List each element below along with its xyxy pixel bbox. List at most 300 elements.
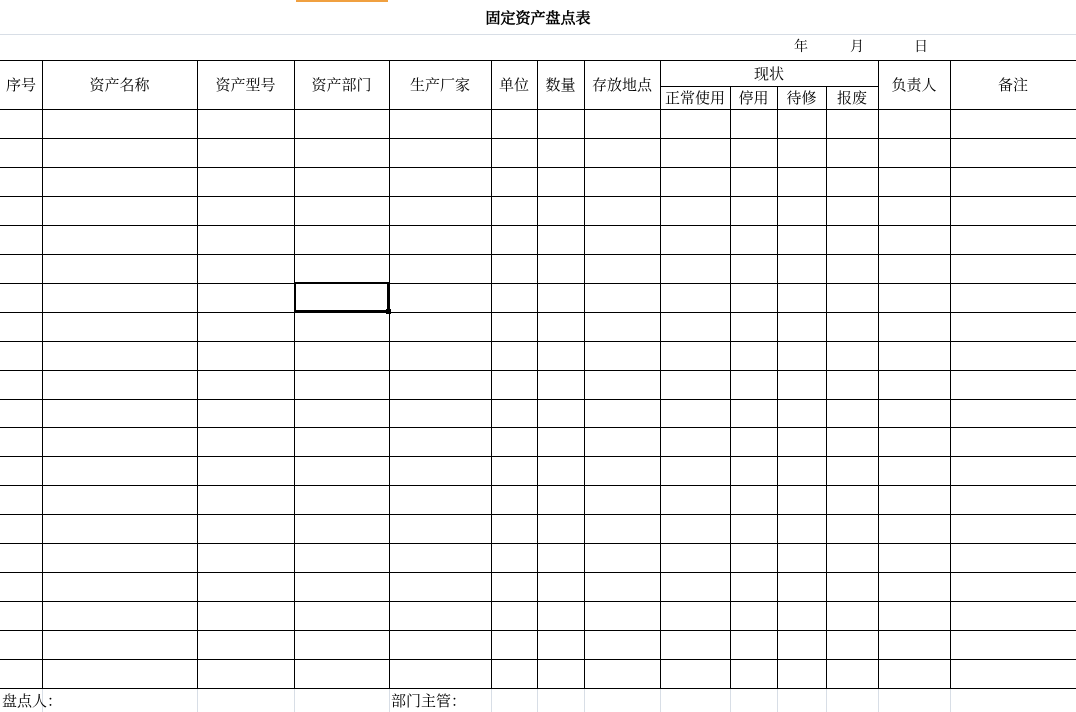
- table-cell-status-repair[interactable]: [777, 659, 826, 688]
- table-cell-asset-name[interactable]: [42, 341, 197, 370]
- table-cell-remarks[interactable]: [950, 601, 1076, 630]
- table-cell-quantity[interactable]: [537, 196, 584, 225]
- table-cell-owner[interactable]: [878, 370, 950, 399]
- table-cell-status-repair[interactable]: [777, 630, 826, 659]
- table-cell-storage-location[interactable]: [584, 312, 660, 341]
- table-cell-remarks[interactable]: [950, 543, 1076, 572]
- table-cell-unit[interactable]: [491, 196, 537, 225]
- table-cell-status-normal[interactable]: [660, 167, 730, 196]
- table-cell-manufacturer[interactable]: [389, 399, 491, 428]
- table-cell-seq[interactable]: [0, 254, 42, 283]
- table-cell-storage-location[interactable]: [584, 659, 660, 688]
- table-cell-asset-department[interactable]: [294, 254, 389, 283]
- table-cell-storage-location[interactable]: [584, 572, 660, 601]
- table-cell-asset-department[interactable]: [294, 341, 389, 370]
- table-cell-asset-model[interactable]: [197, 138, 294, 167]
- table-cell-quantity[interactable]: [537, 254, 584, 283]
- table-cell-asset-model[interactable]: [197, 514, 294, 543]
- table-cell-quantity[interactable]: [537, 370, 584, 399]
- header-remarks[interactable]: 备注: [997, 75, 1028, 94]
- table-cell-remarks[interactable]: [950, 399, 1076, 428]
- table-cell-storage-location[interactable]: [584, 167, 660, 196]
- table-cell-asset-model[interactable]: [197, 109, 294, 138]
- table-cell-quantity[interactable]: [537, 514, 584, 543]
- header-owner[interactable]: 负责人: [891, 75, 937, 94]
- header-seq[interactable]: 序号: [5, 75, 36, 94]
- table-cell-unit[interactable]: [491, 370, 537, 399]
- table-cell-asset-model[interactable]: [197, 312, 294, 341]
- table-cell-status-stopped[interactable]: [730, 572, 777, 601]
- date-month-label[interactable]: 月: [850, 39, 864, 55]
- table-cell-storage-location[interactable]: [584, 427, 660, 456]
- table-cell-seq[interactable]: [0, 543, 42, 572]
- table-cell-seq[interactable]: [0, 283, 42, 312]
- table-cell-storage-location[interactable]: [584, 485, 660, 514]
- table-cell-unit[interactable]: [491, 572, 537, 601]
- table-cell-seq[interactable]: [0, 312, 42, 341]
- header-unit[interactable]: 单位: [498, 75, 529, 94]
- table-cell-manufacturer[interactable]: [389, 312, 491, 341]
- table-cell-asset-department[interactable]: [294, 456, 389, 485]
- table-cell-remarks[interactable]: [950, 514, 1076, 543]
- table-cell-asset-name[interactable]: [42, 630, 197, 659]
- table-cell-status-repair[interactable]: [777, 196, 826, 225]
- table-cell-quantity[interactable]: [537, 543, 584, 572]
- table-cell-owner[interactable]: [878, 341, 950, 370]
- table-cell-manufacturer[interactable]: [389, 601, 491, 630]
- table-cell-asset-name[interactable]: [42, 312, 197, 341]
- table-cell-status-scrapped[interactable]: [826, 254, 878, 283]
- table-cell-asset-name[interactable]: [42, 659, 197, 688]
- table-cell-status-scrapped[interactable]: [826, 399, 878, 428]
- table-cell-asset-department[interactable]: [294, 196, 389, 225]
- table-cell-status-normal[interactable]: [660, 254, 730, 283]
- table-cell-unit[interactable]: [491, 283, 537, 312]
- table-cell-remarks[interactable]: [950, 254, 1076, 283]
- header-status-repair[interactable]: 待修: [786, 89, 817, 107]
- table-cell-asset-model[interactable]: [197, 572, 294, 601]
- table-cell-asset-name[interactable]: [42, 399, 197, 428]
- table-cell-manufacturer[interactable]: [389, 196, 491, 225]
- table-cell-status-scrapped[interactable]: [826, 456, 878, 485]
- table-cell-status-stopped[interactable]: [730, 167, 777, 196]
- table-cell-owner[interactable]: [878, 225, 950, 254]
- table-cell-storage-location[interactable]: [584, 514, 660, 543]
- table-cell-asset-name[interactable]: [42, 543, 197, 572]
- table-cell-remarks[interactable]: [950, 341, 1076, 370]
- table-cell-unit[interactable]: [491, 427, 537, 456]
- table-cell-status-scrapped[interactable]: [826, 167, 878, 196]
- table-cell-asset-department[interactable]: [294, 572, 389, 601]
- table-cell-storage-location[interactable]: [584, 196, 660, 225]
- table-cell-owner[interactable]: [878, 283, 950, 312]
- header-status-group[interactable]: 现状: [753, 64, 784, 83]
- table-cell-owner[interactable]: [878, 109, 950, 138]
- table-cell-remarks[interactable]: [950, 196, 1076, 225]
- header-asset-department[interactable]: 资产部门: [311, 75, 372, 94]
- table-cell-remarks[interactable]: [950, 312, 1076, 341]
- table-cell-manufacturer[interactable]: [389, 456, 491, 485]
- table-cell-asset-department[interactable]: [294, 370, 389, 399]
- table-cell-status-repair[interactable]: [777, 283, 826, 312]
- table-cell-seq[interactable]: [0, 456, 42, 485]
- table-cell-quantity[interactable]: [537, 399, 584, 428]
- header-asset-name[interactable]: 资产名称: [89, 75, 150, 94]
- table-cell-status-stopped[interactable]: [730, 370, 777, 399]
- table-cell-quantity[interactable]: [537, 167, 584, 196]
- table-cell-status-repair[interactable]: [777, 456, 826, 485]
- table-cell-manufacturer[interactable]: [389, 659, 491, 688]
- table-cell-asset-model[interactable]: [197, 427, 294, 456]
- table-cell-unit[interactable]: [491, 167, 537, 196]
- table-cell-asset-name[interactable]: [42, 254, 197, 283]
- table-cell-asset-name[interactable]: [42, 109, 197, 138]
- table-cell-unit[interactable]: [491, 514, 537, 543]
- table-cell-quantity[interactable]: [537, 138, 584, 167]
- sheet-title[interactable]: 固定资产盘点表: [485, 9, 591, 27]
- table-cell-storage-location[interactable]: [584, 138, 660, 167]
- table-cell-status-stopped[interactable]: [730, 341, 777, 370]
- table-cell-remarks[interactable]: [950, 138, 1076, 167]
- table-cell-status-stopped[interactable]: [730, 543, 777, 572]
- table-cell-owner[interactable]: [878, 485, 950, 514]
- table-cell-status-repair[interactable]: [777, 601, 826, 630]
- table-cell-status-scrapped[interactable]: [826, 630, 878, 659]
- table-cell-manufacturer[interactable]: [389, 572, 491, 601]
- table-cell-asset-model[interactable]: [197, 225, 294, 254]
- table-cell-seq[interactable]: [0, 196, 42, 225]
- table-cell-asset-name[interactable]: [42, 138, 197, 167]
- table-cell-quantity[interactable]: [537, 283, 584, 312]
- table-cell-quantity[interactable]: [537, 427, 584, 456]
- table-cell-quantity[interactable]: [537, 572, 584, 601]
- table-cell-status-normal[interactable]: [660, 225, 730, 254]
- table-cell-status-normal[interactable]: [660, 659, 730, 688]
- table-cell-status-scrapped[interactable]: [826, 341, 878, 370]
- table-cell-status-repair[interactable]: [777, 254, 826, 283]
- table-cell-seq[interactable]: [0, 370, 42, 399]
- table-cell-asset-model[interactable]: [197, 456, 294, 485]
- table-cell-status-repair[interactable]: [777, 485, 826, 514]
- table-cell-owner[interactable]: [878, 543, 950, 572]
- table-cell-owner[interactable]: [878, 399, 950, 428]
- table-cell-storage-location[interactable]: [584, 341, 660, 370]
- table-cell-remarks[interactable]: [950, 485, 1076, 514]
- table-cell-status-repair[interactable]: [777, 225, 826, 254]
- table-cell-manufacturer[interactable]: [389, 543, 491, 572]
- table-cell-manufacturer[interactable]: [389, 485, 491, 514]
- date-year-label[interactable]: 年: [794, 39, 808, 55]
- table-cell-seq[interactable]: [0, 485, 42, 514]
- table-cell-status-scrapped[interactable]: [826, 485, 878, 514]
- table-cell-seq[interactable]: [0, 601, 42, 630]
- table-cell-status-repair[interactable]: [777, 138, 826, 167]
- table-cell-manufacturer[interactable]: [389, 254, 491, 283]
- table-cell-remarks[interactable]: [950, 630, 1076, 659]
- table-cell-status-scrapped[interactable]: [826, 543, 878, 572]
- table-cell-asset-model[interactable]: [197, 370, 294, 399]
- table-cell-asset-department[interactable]: [294, 109, 389, 138]
- table-cell-status-scrapped[interactable]: [826, 370, 878, 399]
- table-cell-asset-department[interactable]: [294, 659, 389, 688]
- table-cell-status-stopped[interactable]: [730, 659, 777, 688]
- table-cell-status-stopped[interactable]: [730, 601, 777, 630]
- table-cell-status-scrapped[interactable]: [826, 572, 878, 601]
- footer-counter-label[interactable]: 盘点人：: [2, 692, 63, 710]
- table-cell-status-repair[interactable]: [777, 312, 826, 341]
- table-cell-asset-department[interactable]: [294, 225, 389, 254]
- table-cell-owner[interactable]: [878, 601, 950, 630]
- table-cell-status-stopped[interactable]: [730, 109, 777, 138]
- table-cell-owner[interactable]: [878, 572, 950, 601]
- table-cell-remarks[interactable]: [950, 659, 1076, 688]
- table-cell-status-normal[interactable]: [660, 601, 730, 630]
- table-cell-seq[interactable]: [0, 399, 42, 428]
- table-cell-status-normal[interactable]: [660, 543, 730, 572]
- table-cell-seq[interactable]: [0, 659, 42, 688]
- table-cell-asset-model[interactable]: [197, 485, 294, 514]
- table-cell-storage-location[interactable]: [584, 225, 660, 254]
- table-cell-status-scrapped[interactable]: [826, 427, 878, 456]
- table-cell-owner[interactable]: [878, 456, 950, 485]
- header-status-stopped[interactable]: 停用: [738, 89, 769, 107]
- table-cell-status-stopped[interactable]: [730, 138, 777, 167]
- table-cell-unit[interactable]: [491, 601, 537, 630]
- table-cell-seq[interactable]: [0, 341, 42, 370]
- table-cell-status-stopped[interactable]: [730, 254, 777, 283]
- table-cell-asset-name[interactable]: [42, 456, 197, 485]
- table-cell-status-scrapped[interactable]: [826, 196, 878, 225]
- table-cell-asset-name[interactable]: [42, 572, 197, 601]
- table-cell-owner[interactable]: [878, 514, 950, 543]
- table-cell-asset-model[interactable]: [197, 630, 294, 659]
- table-cell-asset-name[interactable]: [42, 196, 197, 225]
- table-cell-status-scrapped[interactable]: [826, 225, 878, 254]
- table-cell-storage-location[interactable]: [584, 254, 660, 283]
- table-cell-quantity[interactable]: [537, 109, 584, 138]
- table-cell-unit[interactable]: [491, 138, 537, 167]
- table-cell-status-scrapped[interactable]: [826, 312, 878, 341]
- table-cell-asset-name[interactable]: [42, 370, 197, 399]
- table-cell-asset-name[interactable]: [42, 283, 197, 312]
- table-cell-seq[interactable]: [0, 167, 42, 196]
- table-cell-status-normal[interactable]: [660, 196, 730, 225]
- table-cell-asset-department[interactable]: [294, 514, 389, 543]
- table-cell-owner[interactable]: [878, 138, 950, 167]
- table-cell-asset-model[interactable]: [197, 167, 294, 196]
- table-cell-status-scrapped[interactable]: [826, 283, 878, 312]
- table-cell-seq[interactable]: [0, 225, 42, 254]
- table-cell-status-repair[interactable]: [777, 341, 826, 370]
- table-cell-asset-model[interactable]: [197, 659, 294, 688]
- table-cell-owner[interactable]: [878, 254, 950, 283]
- table-cell-status-repair[interactable]: [777, 370, 826, 399]
- table-cell-status-stopped[interactable]: [730, 283, 777, 312]
- table-cell-storage-location[interactable]: [584, 543, 660, 572]
- table-cell-remarks[interactable]: [950, 370, 1076, 399]
- header-asset-model[interactable]: 资产型号: [215, 75, 276, 94]
- table-cell-remarks[interactable]: [950, 225, 1076, 254]
- table-cell-quantity[interactable]: [537, 659, 584, 688]
- table-cell-seq[interactable]: [0, 427, 42, 456]
- table-cell-storage-location[interactable]: [584, 109, 660, 138]
- table-cell-manufacturer[interactable]: [389, 630, 491, 659]
- table-cell-asset-model[interactable]: [197, 254, 294, 283]
- table-cell-status-normal[interactable]: [660, 138, 730, 167]
- table-cell-status-normal[interactable]: [660, 514, 730, 543]
- table-cell-storage-location[interactable]: [584, 630, 660, 659]
- table-cell-status-normal[interactable]: [660, 370, 730, 399]
- table-cell-status-stopped[interactable]: [730, 312, 777, 341]
- table-cell-remarks[interactable]: [950, 456, 1076, 485]
- table-cell-asset-name[interactable]: [42, 485, 197, 514]
- table-cell-seq[interactable]: [0, 514, 42, 543]
- table-cell-storage-location[interactable]: [584, 601, 660, 630]
- table-cell-asset-name[interactable]: [42, 601, 197, 630]
- table-cell-quantity[interactable]: [537, 630, 584, 659]
- table-cell-remarks[interactable]: [950, 109, 1076, 138]
- table-cell-remarks[interactable]: [950, 167, 1076, 196]
- table-cell-storage-location[interactable]: [584, 456, 660, 485]
- table-cell-status-normal[interactable]: [660, 456, 730, 485]
- table-cell-unit[interactable]: [491, 341, 537, 370]
- table-cell-status-scrapped[interactable]: [826, 601, 878, 630]
- table-cell-status-normal[interactable]: [660, 399, 730, 428]
- table-cell-asset-model[interactable]: [197, 283, 294, 312]
- table-cell-remarks[interactable]: [950, 572, 1076, 601]
- table-cell-asset-name[interactable]: [42, 225, 197, 254]
- table-cell-status-normal[interactable]: [660, 341, 730, 370]
- table-cell-owner[interactable]: [878, 659, 950, 688]
- header-status-scrapped[interactable]: 报废: [836, 89, 867, 107]
- table-cell-status-normal[interactable]: [660, 427, 730, 456]
- table-cell-storage-location[interactable]: [584, 283, 660, 312]
- table-cell-asset-department[interactable]: [294, 543, 389, 572]
- table-cell-manufacturer[interactable]: [389, 427, 491, 456]
- table-cell-storage-location[interactable]: [584, 370, 660, 399]
- table-cell-asset-name[interactable]: [42, 514, 197, 543]
- table-cell-unit[interactable]: [491, 485, 537, 514]
- table-cell-status-normal[interactable]: [660, 572, 730, 601]
- table-cell-owner[interactable]: [878, 427, 950, 456]
- footer-supervisor-label[interactable]: 部门主管：: [391, 692, 467, 710]
- table-cell-unit[interactable]: [491, 543, 537, 572]
- table-cell-unit[interactable]: [491, 312, 537, 341]
- table-cell-status-stopped[interactable]: [730, 399, 777, 428]
- table-cell-status-scrapped[interactable]: [826, 659, 878, 688]
- table-cell-asset-department[interactable]: [294, 312, 389, 341]
- table-cell-asset-model[interactable]: [197, 399, 294, 428]
- table-cell-owner[interactable]: [878, 167, 950, 196]
- table-cell-asset-model[interactable]: [197, 196, 294, 225]
- header-quantity[interactable]: 数量: [545, 75, 576, 94]
- table-cell-unit[interactable]: [491, 254, 537, 283]
- table-cell-manufacturer[interactable]: [389, 283, 491, 312]
- table-cell-owner[interactable]: [878, 630, 950, 659]
- table-cell-asset-department[interactable]: [294, 485, 389, 514]
- table-cell-owner[interactable]: [878, 312, 950, 341]
- table-cell-asset-model[interactable]: [197, 341, 294, 370]
- table-cell-remarks[interactable]: [950, 427, 1076, 456]
- table-cell-status-normal[interactable]: [660, 630, 730, 659]
- table-cell-owner[interactable]: [878, 196, 950, 225]
- table-cell-asset-department[interactable]: [294, 601, 389, 630]
- table-cell-status-repair[interactable]: [777, 514, 826, 543]
- table-cell-status-normal[interactable]: [660, 485, 730, 514]
- table-cell-status-stopped[interactable]: [730, 225, 777, 254]
- table-cell-asset-department[interactable]: [294, 167, 389, 196]
- table-cell-unit[interactable]: [491, 399, 537, 428]
- fill-handle[interactable]: [386, 309, 391, 314]
- table-cell-status-repair[interactable]: [777, 109, 826, 138]
- table-cell-status-repair[interactable]: [777, 572, 826, 601]
- table-cell-remarks[interactable]: [950, 283, 1076, 312]
- table-cell-manufacturer[interactable]: [389, 341, 491, 370]
- table-cell-quantity[interactable]: [537, 225, 584, 254]
- table-cell-unit[interactable]: [491, 225, 537, 254]
- table-cell-status-repair[interactable]: [777, 399, 826, 428]
- table-cell-status-normal[interactable]: [660, 283, 730, 312]
- table-cell-status-normal[interactable]: [660, 312, 730, 341]
- table-cell-manufacturer[interactable]: [389, 225, 491, 254]
- table-cell-seq[interactable]: [0, 138, 42, 167]
- header-status-normal[interactable]: 正常使用: [664, 89, 725, 107]
- table-cell-unit[interactable]: [491, 109, 537, 138]
- table-cell-asset-model[interactable]: [197, 601, 294, 630]
- table-cell-status-stopped[interactable]: [730, 630, 777, 659]
- table-cell-status-stopped[interactable]: [730, 485, 777, 514]
- table-cell-seq[interactable]: [0, 572, 42, 601]
- table-cell-manufacturer[interactable]: [389, 109, 491, 138]
- table-cell-status-stopped[interactable]: [730, 427, 777, 456]
- table-cell-status-stopped[interactable]: [730, 196, 777, 225]
- table-cell-status-repair[interactable]: [777, 167, 826, 196]
- table-cell-storage-location[interactable]: [584, 399, 660, 428]
- table-cell-quantity[interactable]: [537, 456, 584, 485]
- table-cell-asset-department[interactable]: [294, 630, 389, 659]
- table-cell-unit[interactable]: [491, 456, 537, 485]
- table-cell-quantity[interactable]: [537, 341, 584, 370]
- table-cell-status-stopped[interactable]: [730, 456, 777, 485]
- table-cell-seq[interactable]: [0, 630, 42, 659]
- table-cell-quantity[interactable]: [537, 312, 584, 341]
- header-storage-location[interactable]: 存放地点: [591, 75, 652, 94]
- table-cell-asset-name[interactable]: [42, 427, 197, 456]
- table-cell-asset-department[interactable]: [294, 138, 389, 167]
- table-cell-manufacturer[interactable]: [389, 138, 491, 167]
- table-cell-status-scrapped[interactable]: [826, 109, 878, 138]
- table-cell-asset-model[interactable]: [197, 543, 294, 572]
- date-day-label[interactable]: 日: [914, 39, 928, 55]
- table-cell-unit[interactable]: [491, 659, 537, 688]
- table-cell-status-scrapped[interactable]: [826, 514, 878, 543]
- table-cell-asset-name[interactable]: [42, 167, 197, 196]
- table-cell-quantity[interactable]: [537, 601, 584, 630]
- table-cell-manufacturer[interactable]: [389, 370, 491, 399]
- table-cell-seq[interactable]: [0, 109, 42, 138]
- table-cell-asset-department[interactable]: [294, 399, 389, 428]
- table-cell-quantity[interactable]: [537, 485, 584, 514]
- table-cell-status-stopped[interactable]: [730, 514, 777, 543]
- table-cell-status-repair[interactable]: [777, 427, 826, 456]
- selected-cell[interactable]: [294, 282, 389, 312]
- header-manufacturer[interactable]: 生产厂家: [409, 75, 470, 94]
- table-cell-status-scrapped[interactable]: [826, 138, 878, 167]
- table-cell-asset-department[interactable]: [294, 427, 389, 456]
- table-cell-unit[interactable]: [491, 630, 537, 659]
- table-cell-status-normal[interactable]: [660, 109, 730, 138]
- table-cell-manufacturer[interactable]: [389, 167, 491, 196]
